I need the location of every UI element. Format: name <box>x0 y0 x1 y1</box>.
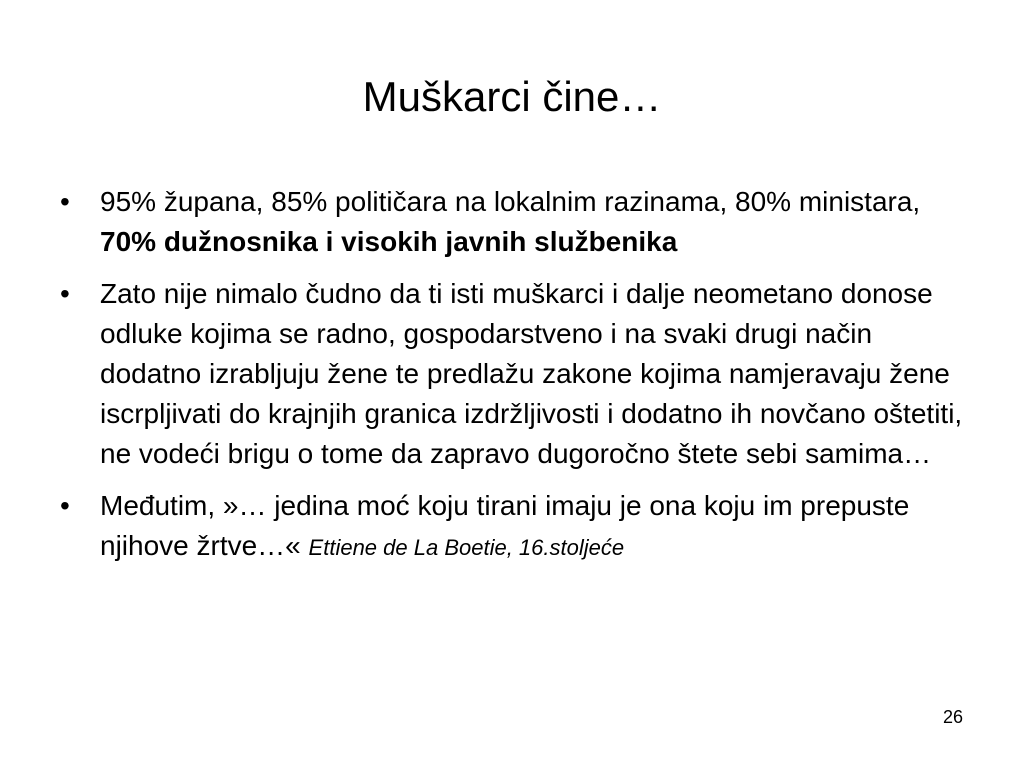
bullet-item <box>60 486 970 568</box>
bullet-icon: • <box>60 278 70 309</box>
bullet-list <box>60 182 970 580</box>
bullet-text: 95% župana, 85% političara na lokalnim razinama, 80% ministara, <box>100 186 921 217</box>
bullet-item <box>60 274 970 474</box>
bullet-text: Međutim, »… jedina moć koju tirani imaju je ona koju im prepuste njihove žrtve…« <box>100 490 910 561</box>
slide-title: Muškarci čine… <box>362 73 662 120</box>
citation-text: Ettiene de La Boetie, 16.stoljeće <box>308 535 625 560</box>
bullet-icon: • <box>60 186 70 217</box>
page-number: 26 <box>942 707 963 727</box>
bullet-text: Zato nije nimalo čudno da ti isti muškarci i dalje neometano donose odluke kojima se radno, gospodarstveno i na svaki drugi način dodatno izrabljuju žene te predlažu zakone kojima namjeravaju žene iscrpljivati do krajnjih granica izdržljivosti i dodatno ih novčano oštetiti, ne vodeći brigu o tome da zapravo dugoročno štete sebi samima… <box>100 278 963 469</box>
bullet-icon: • <box>60 490 70 521</box>
bullet-item <box>60 182 970 262</box>
bullet-bold-text: 70% dužnosnika i visokih javnih službenika <box>100 226 678 257</box>
